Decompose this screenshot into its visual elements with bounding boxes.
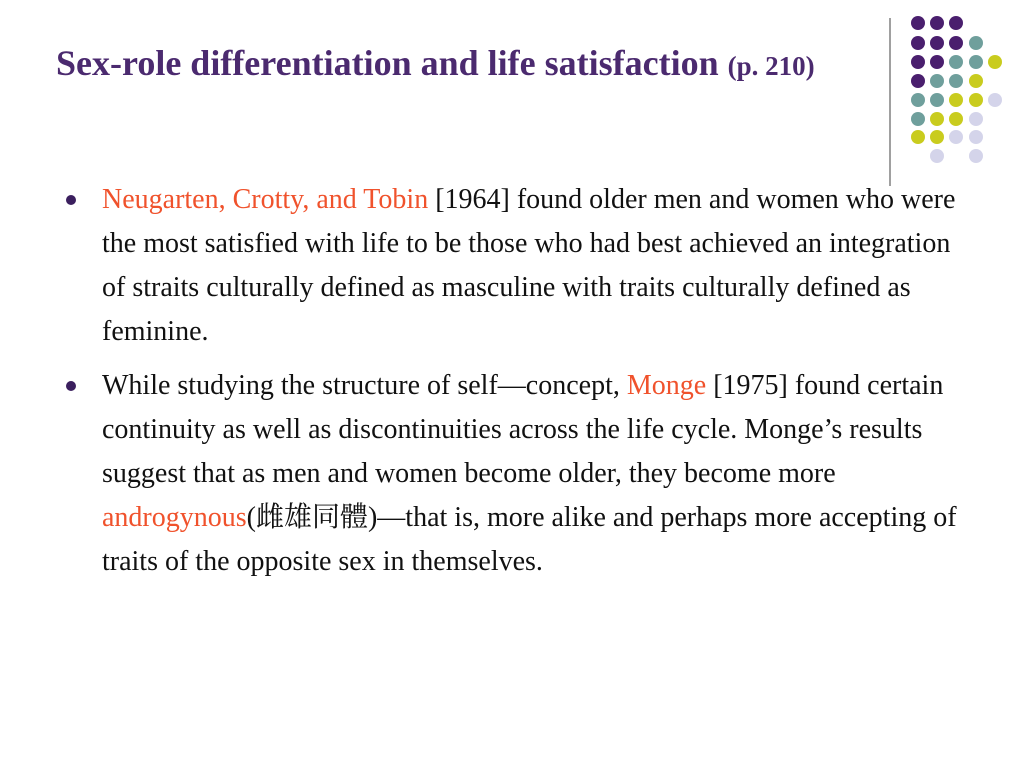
- decor-dot: [969, 112, 983, 126]
- decor-dot: [930, 130, 944, 144]
- bullet-item: [64, 364, 974, 584]
- decor-dot: [988, 55, 1002, 69]
- bullet-text: [1964] found older men and women who were the most satisfied with life to be those who had best achieved an integration of straits culturally defined as masculine with traits culturally defined as feminine.: [102, 184, 956, 347]
- decorative-dot-grid: [0, 0, 1024, 200]
- dot-grid-row-7: [911, 130, 983, 144]
- dot-grid-row-3: [911, 55, 1002, 69]
- decor-dot: [930, 93, 944, 107]
- decor-dot: [930, 112, 944, 126]
- decor-dot: [911, 36, 925, 50]
- dot-grid-row-1: [911, 16, 963, 30]
- decor-dot: [949, 74, 963, 88]
- decor-dot: [930, 16, 944, 30]
- decor-dot: [911, 55, 925, 69]
- decor-dot: [969, 55, 983, 69]
- decor-dot: [969, 130, 983, 144]
- dot-grid-row-2: [911, 36, 983, 50]
- decor-dot: [949, 130, 963, 144]
- key-term: androgynous: [102, 502, 247, 533]
- bullet-marker-icon: [66, 381, 76, 391]
- decor-dot: [930, 74, 944, 88]
- citation-author: Monge: [626, 370, 707, 401]
- decor-dot: [930, 36, 944, 50]
- decor-dot: [911, 93, 925, 107]
- citation-authors: Neugarten, Crotty, and Tobin: [102, 184, 429, 215]
- decor-dot: [911, 130, 925, 144]
- decor-dot: [949, 16, 963, 30]
- slide-title-page-ref: (p. 210): [727, 51, 815, 81]
- decor-dot: [969, 149, 983, 163]
- dot-grid-row-4: [911, 74, 983, 88]
- decor-dot: [969, 36, 983, 50]
- dot-grid-row-6: [911, 112, 983, 126]
- dot-grid-row-8: [930, 149, 983, 163]
- decor-dot: [930, 55, 944, 69]
- decor-dot: [949, 112, 963, 126]
- bullet-text: While studying the structure of self—concept,: [102, 370, 627, 401]
- dot-grid-row-5: [911, 93, 1002, 107]
- bullet-marker-icon: [66, 195, 76, 205]
- decor-dot: [969, 93, 983, 107]
- decor-dot: [969, 74, 983, 88]
- decor-dot: [988, 93, 1002, 107]
- decor-dot: [949, 93, 963, 107]
- decor-dot: [911, 74, 925, 88]
- bullet-list: [64, 178, 974, 594]
- decor-dot: [949, 55, 963, 69]
- decor-dot: [911, 16, 925, 30]
- bullet-text: (雌雄同體)—that is, more alike and perhaps more accepting of traits of the opposite sex in themselves.: [102, 502, 957, 577]
- bullet-text: [1975] found certain continuity as well as discontinuities across the life cycle. Monge’s results suggest that as men and women become older, they become more: [102, 370, 944, 489]
- decor-dot: [930, 149, 944, 163]
- decor-dot: [949, 36, 963, 50]
- bullet-item: [64, 178, 974, 354]
- decor-dot: [911, 112, 925, 126]
- slide-title-main: Sex-role differentiation and life satisfaction: [56, 43, 728, 83]
